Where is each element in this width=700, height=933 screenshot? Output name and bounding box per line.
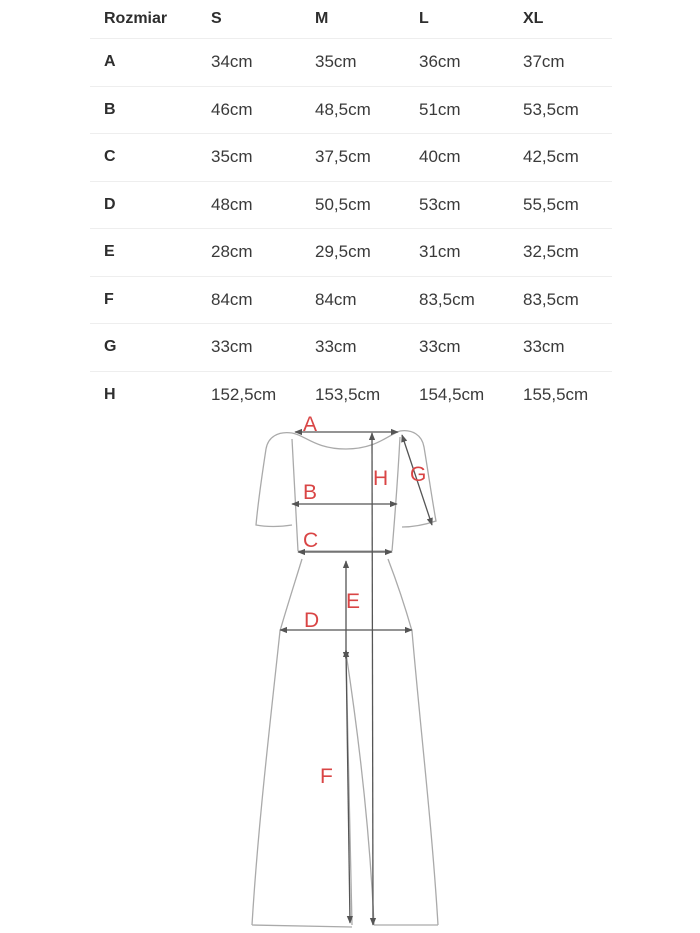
cell-value: 33cm	[197, 324, 301, 372]
row-label: E	[90, 229, 197, 277]
label-g: G	[410, 463, 427, 486]
header-size-label: Rozmiar	[90, 0, 197, 39]
cell-value: 84cm	[301, 276, 405, 324]
table-row	[90, 229, 612, 277]
measure-line-h	[372, 433, 373, 925]
header-size-xl: XL	[509, 0, 612, 39]
garment-outline	[252, 431, 438, 927]
jumpsuit-diagram-svg	[0, 405, 700, 933]
table-header-row	[90, 0, 612, 39]
cell-value: 48cm	[197, 181, 301, 229]
jumpsuit-measurement-diagram	[0, 405, 700, 933]
cell-value: 33cm	[405, 324, 509, 372]
cell-value: 42,5cm	[509, 134, 612, 182]
cell-value: 33cm	[509, 324, 612, 372]
cell-value: 31cm	[405, 229, 509, 277]
label-b: B	[303, 481, 318, 504]
header-size-m: M	[301, 0, 405, 39]
cell-value: 37,5cm	[301, 134, 405, 182]
row-label: B	[90, 86, 197, 134]
row-label: D	[90, 181, 197, 229]
label-h: H	[373, 467, 389, 490]
cell-value: 46cm	[197, 86, 301, 134]
label-f: F	[320, 765, 333, 788]
table-row	[90, 86, 612, 134]
cell-value: 35cm	[301, 39, 405, 87]
table-row	[90, 324, 612, 372]
cell-value: 152,5cm	[211, 384, 277, 404]
row-label: H	[104, 385, 116, 403]
row-label: C	[90, 134, 197, 182]
cell-value: 83,5cm	[509, 276, 612, 324]
label-a: A	[303, 413, 318, 436]
cell-value: 51cm	[405, 86, 509, 134]
row-label: G	[90, 324, 197, 372]
cell-value: 33cm	[301, 324, 405, 372]
cell-value: 35cm	[197, 134, 301, 182]
cell-value: 84cm	[197, 276, 301, 324]
table-row	[90, 276, 612, 324]
cell-value: 153,5cm	[315, 384, 381, 404]
label-c: C	[303, 529, 319, 552]
cell-value: 83,5cm	[405, 276, 509, 324]
cell-value: 50,5cm	[301, 181, 405, 229]
cell-value: 34cm	[197, 39, 301, 87]
measurement-lines	[280, 432, 432, 925]
row-label: A	[90, 39, 197, 87]
cell-value: 40cm	[405, 134, 509, 182]
header-size-l: L	[405, 0, 509, 39]
cell-value: 36cm	[405, 39, 509, 87]
row-label: F	[90, 276, 197, 324]
table-row	[90, 39, 612, 87]
cell-value: 155,5cm	[523, 384, 589, 404]
cell-value: 55,5cm	[509, 181, 612, 229]
header-size-s: S	[197, 0, 301, 39]
cell-value: 53,5cm	[509, 86, 612, 134]
cell-value: 37cm	[509, 39, 612, 87]
measurement-labels	[303, 413, 426, 788]
label-e: E	[346, 590, 361, 613]
cell-value: 28cm	[197, 229, 301, 277]
size-chart-table	[90, 0, 612, 418]
cell-value: 29,5cm	[301, 229, 405, 277]
table-row	[90, 181, 612, 229]
label-d: D	[304, 609, 320, 632]
cell-value: 32,5cm	[509, 229, 612, 277]
cell-value: 53cm	[405, 181, 509, 229]
cell-value: 48,5cm	[301, 86, 405, 134]
cell-value: 154,5cm	[419, 384, 485, 404]
table-row	[90, 134, 612, 182]
